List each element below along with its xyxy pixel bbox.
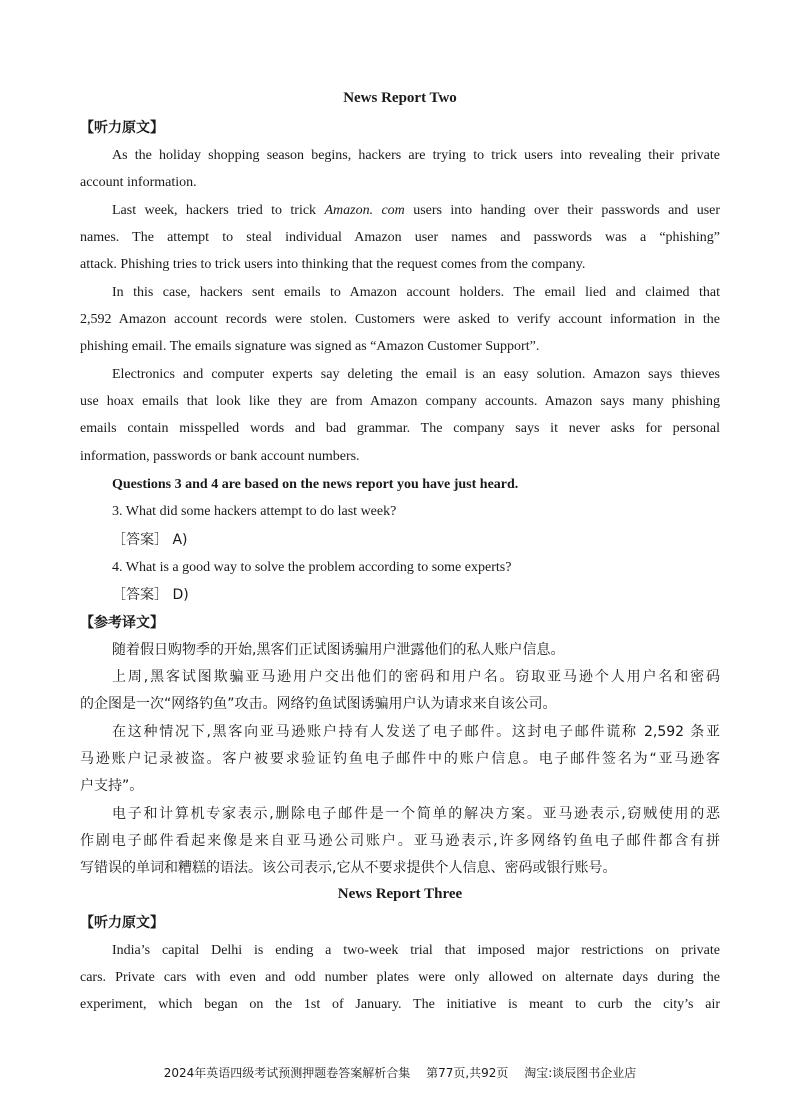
- report2-transcript-heading: 【听力原文】: [80, 120, 164, 136]
- report2-p1-line1: As the holiday shopping season begins, hackers are trying to trick users into revealing their private: [112, 148, 720, 163]
- translation-p2-line1: 上周,黑客试图欺骗亚马逊用户交出他们的密码和用户名。窃取亚马逊个人用户名和密码: [112, 669, 720, 685]
- questions-note: Questions 3 and 4 are based on the news report you have just heard.: [112, 477, 519, 492]
- report2-p4-line2: use hoax emails that look like they are from Amazon company accounts. Amazon says many phishing: [80, 394, 720, 409]
- question-4: 4. What is a good way to solve the problem according to some experts?: [112, 560, 512, 575]
- report2-title: News Report Two: [343, 90, 457, 106]
- report3-p1-line1: India’s capital Delhi is ending a two-week trial that imposed major restrictions on private: [112, 943, 720, 958]
- translation-heading: 【参考译文】: [80, 615, 164, 631]
- report2-p3-line3: phishing email. The emails signature was signed as “Amazon Customer Support”.: [80, 339, 540, 354]
- footer-page-number: 第77页,共92页: [426, 1066, 509, 1080]
- report2-p3-line2: 2,592 Amazon account records were stolen. Customers were asked to verify account information in the: [80, 312, 720, 327]
- report3-title: News Report Three: [337, 886, 463, 902]
- report2-p3-line1: In this case, hackers sent emails to Amazon account holders. The email lied and claimed that: [112, 285, 720, 300]
- report3-transcript-heading: 【听力原文】: [80, 915, 164, 931]
- report2-p2-line1-em: Amazon. com: [324, 203, 405, 218]
- footer-shop: 淘宝:谈辰图书企业店: [524, 1066, 637, 1080]
- translation-p4-line3: 写错误的单词和糟糕的语法。该公司表示,它从不要求提供个人信息、密码或银行账号。: [80, 860, 617, 876]
- report2-p2-line1-b: users into handing over their passwords and user: [404, 203, 721, 218]
- translation-p4-line2: 作剧电子邮件看起来像是来自亚马逊公司账户。亚马逊表示,许多网络钓鱼电子邮件都含有拼: [80, 833, 720, 849]
- report3-p1-line3: experiment, which began on the 1st of January. The initiative is meant to curb the city’s air: [80, 997, 720, 1012]
- report2-p2-line3: attack. Phishing tries to trick users into thinking that the request comes from the company.: [80, 257, 586, 272]
- page-footer: [0, 1064, 800, 1081]
- report2-p2-line2: names. The attempt to steal individual Amazon user names and passwords was a “phishing”: [80, 230, 720, 245]
- report2-p2-line1: [112, 201, 720, 221]
- report2-p1-line2: account information.: [80, 175, 197, 190]
- report2-p4-line3: emails contain misspelled words and bad grammar. The company says it never asks for personal: [80, 421, 720, 436]
- report3-p1-line2: cars. Private cars with even and odd number plates were only allowed on alternate days during the: [80, 970, 720, 985]
- translation-p3-line2: 马逊账户记录被盗。客户被要求验证钓鱼电子邮件中的账户信息。电子邮件签名为“亚马逊客: [80, 751, 720, 767]
- report2-p2-line1-a: Last week, hackers tried to trick: [112, 203, 325, 218]
- question-3: 3. What did some hackers attempt to do last week?: [112, 504, 397, 519]
- footer-collection: 2024年英语四级考试预测押题卷答案解析合集: [163, 1066, 411, 1080]
- translation-p3-line1: 在这种情况下,黑客向亚马逊账户持有人发送了电子邮件。这封电子邮件谎称 2,592 条亚: [112, 724, 720, 740]
- translation-p1: 随着假日购物季的开始,黑客们正试图诱骗用户泄露他们的私人账户信息。: [112, 642, 565, 658]
- answer-4: ［答案］ D): [112, 587, 189, 603]
- report2-p4-line1: Electronics and computer experts say deleting the email is an easy solution. Amazon says thieves: [112, 367, 720, 382]
- translation-p3-line3: 户支持”。: [80, 778, 144, 794]
- translation-p4-line1: 电子和计算机专家表示,删除电子邮件是一个简单的解决方案。亚马逊表示,窃贼使用的恶: [112, 806, 720, 822]
- translation-p2-line2: 的企图是一次“网络钓鱼”攻击。网络钓鱼试图诱骗用户认为请求来自该公司。: [80, 696, 557, 712]
- answer-3: ［答案］ A): [112, 532, 188, 548]
- report2-p4-line4: information, passwords or bank account numbers.: [80, 449, 360, 464]
